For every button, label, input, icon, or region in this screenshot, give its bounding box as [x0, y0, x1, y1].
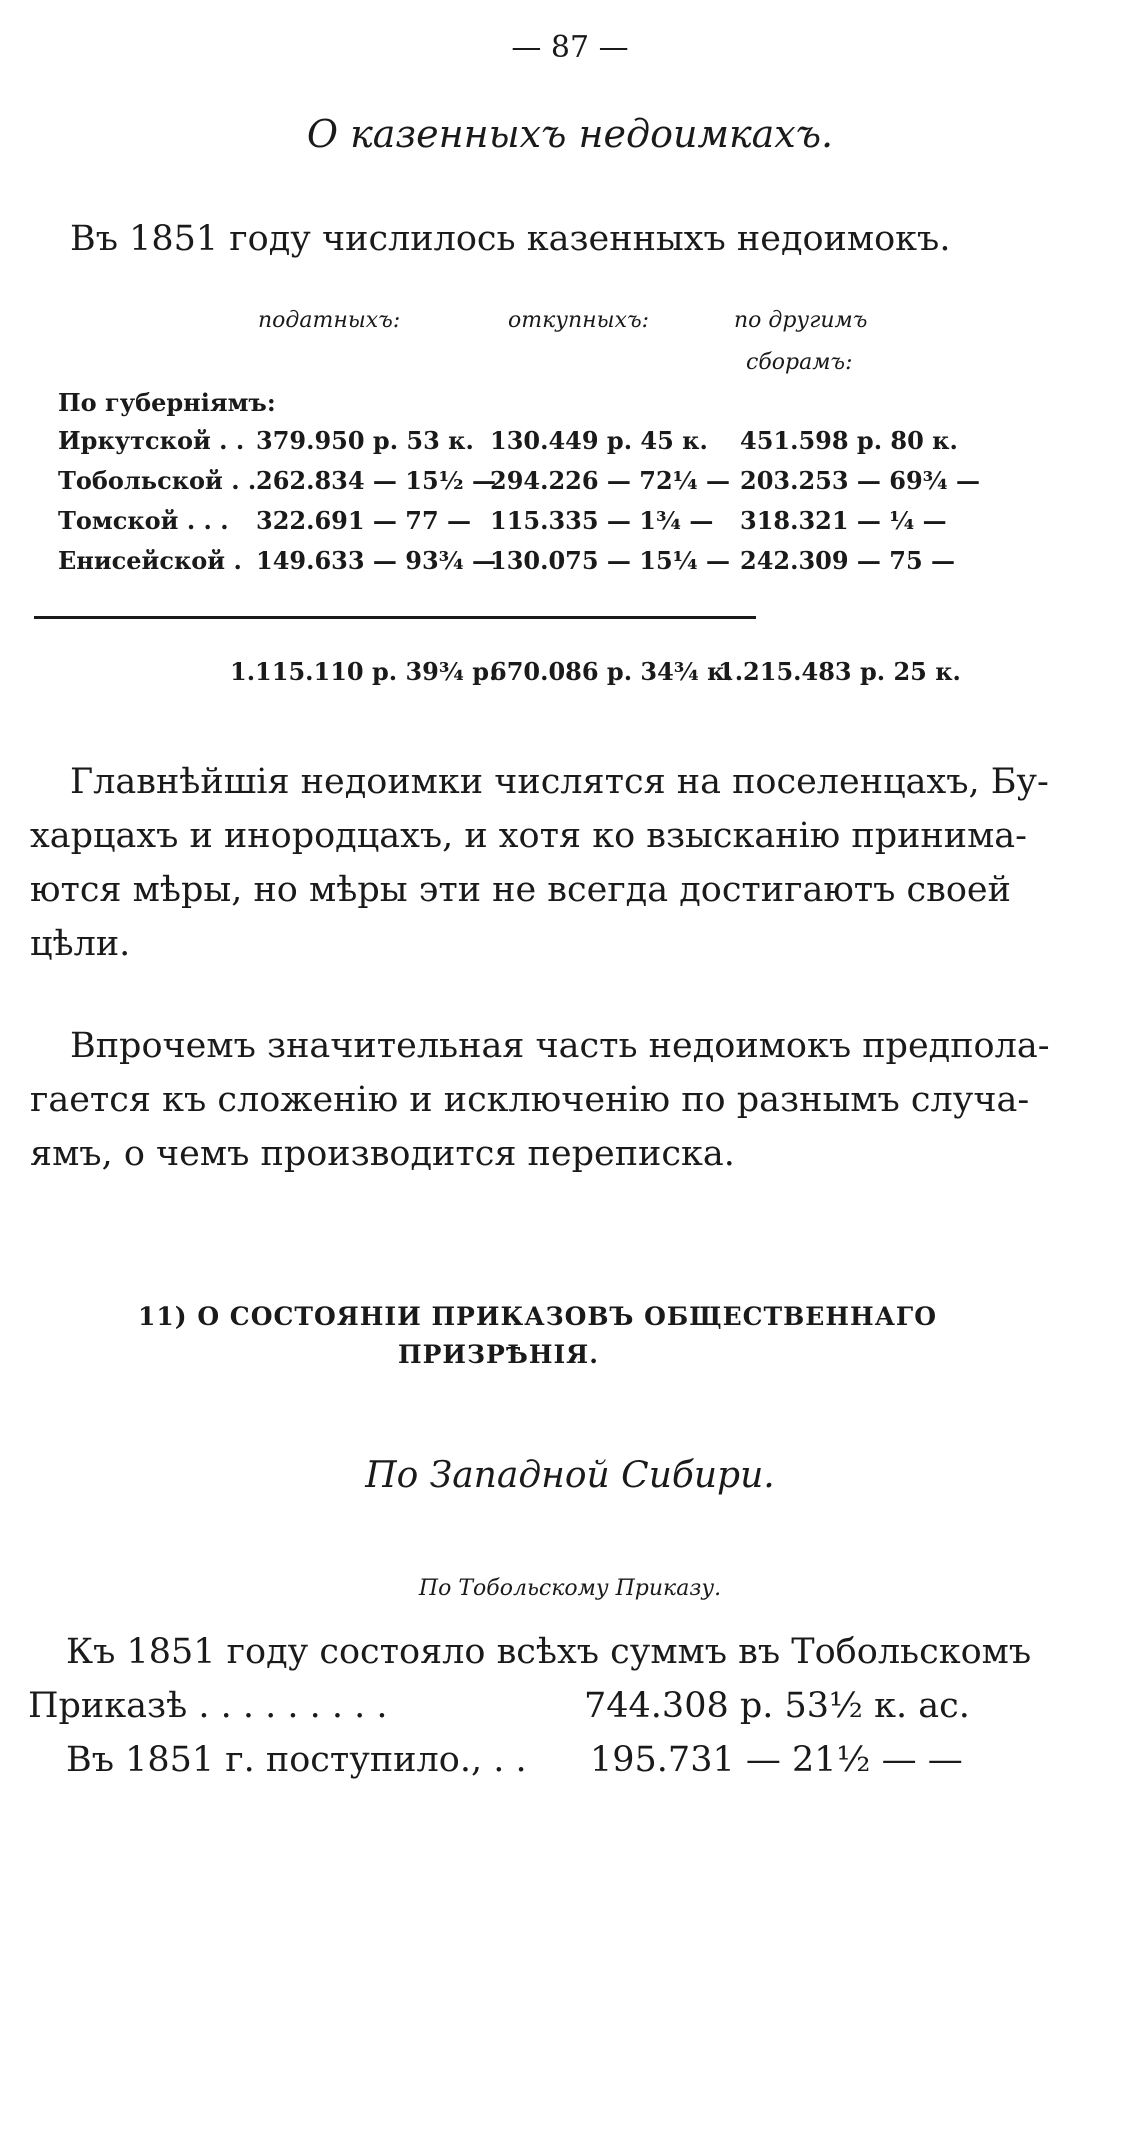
col-header-other-2: сборамъ:: [746, 350, 853, 375]
paragraph-line: ямъ, о чемъ производится переписка.: [30, 1134, 735, 1174]
paragraph-line: Впрочемъ значительная часть недоимокъ предпола-: [70, 1026, 1050, 1066]
paragraph-line: Главнѣйшія недоимки числятся на поселенцахъ, Бу-: [70, 762, 1049, 802]
col-header-other: по другимъ: [734, 308, 868, 333]
row-value-other: 242.309 — 75 —: [740, 546, 956, 575]
section-title-cont: ПРИЗРѢНІЯ.: [398, 1340, 599, 1369]
ledger-label: Въ 1851 г. поступило., . .: [66, 1740, 527, 1780]
paragraph-line: харцахъ и инородцахъ, и хотя ко взысканію принима-: [30, 816, 1028, 856]
row-value-farm: 130.449 р. 45 к.: [490, 426, 708, 455]
col-header-farm: откупныхъ:: [508, 308, 650, 333]
ledger-line: Къ 1851 году состояло всѣхъ суммъ въ Тобольскомъ: [66, 1632, 1032, 1672]
section-title: 11) О СОСТОЯНІИ ПРИКАЗОВЪ ОБЩЕСТВЕННАГО: [138, 1302, 937, 1331]
paragraph-line: гается къ сложенію и исключенію по разнымъ случа-: [30, 1080, 1030, 1120]
row-name: Иркутской . .: [58, 426, 245, 455]
row-value-tax: 379.950 р. 53 к.: [256, 426, 474, 455]
row-value-farm: 115.335 — 1¾ —: [490, 506, 714, 535]
ledger-value: 744.308 р. 53½ к. ас.: [584, 1686, 970, 1726]
intro-line: Въ 1851 году числилось казенныхъ недоимокъ.: [70, 219, 951, 259]
subregion-heading: По Тобольскому Приказу.: [418, 1576, 722, 1601]
row-value-tax: 262.834 — 15½ —: [256, 466, 497, 495]
group-label: По губерніямъ:: [58, 388, 276, 417]
total-other: 1.215.483 р. 25 к.: [718, 657, 961, 686]
row-value-tax: 149.633 — 93¾ —: [256, 546, 497, 575]
row-value-other: 451.598 р. 80 к.: [740, 426, 958, 455]
row-value-farm: 294.226 — 72¼ —: [490, 466, 731, 495]
total-farm: 670.086 р. 34¾ к.: [490, 657, 733, 686]
row-value-farm: 130.075 — 15¼ —: [490, 546, 731, 575]
page-number: — 87 —: [511, 30, 629, 65]
region-heading: По Западной Сибири.: [365, 1455, 775, 1496]
row-value-tax: 322.691 — 77 —: [256, 506, 472, 535]
row-value-other: 203.253 — 69¾ —: [740, 466, 981, 495]
ledger-label: Приказѣ . . . . . . . . .: [28, 1686, 388, 1726]
row-name: Томской . . .: [58, 506, 229, 535]
total-divider: [34, 616, 756, 619]
section-heading: О казенныхъ недоимкахъ.: [306, 112, 834, 156]
ledger-value: 195.731 — 21½ — —: [590, 1740, 963, 1780]
row-name: Тобольской . .: [58, 466, 257, 495]
total-tax: 1.115.110 р. 39¾ р.: [230, 657, 498, 686]
paragraph-line: цѣли.: [30, 924, 131, 964]
row-value-other: 318.321 — ¼ —: [740, 506, 947, 535]
paragraph-line: ются мѣры, но мѣры эти не всегда достигаютъ своей: [30, 870, 1011, 910]
col-header-tax: податныхъ:: [258, 308, 401, 333]
row-name: Енисейской .: [58, 546, 242, 575]
